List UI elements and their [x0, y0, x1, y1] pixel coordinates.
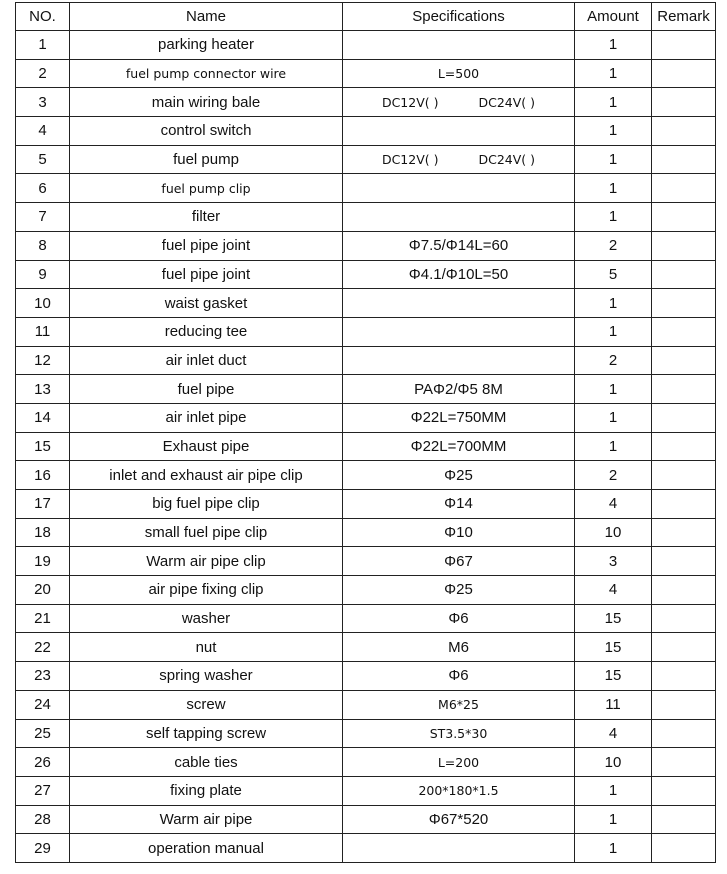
row-number: 17	[16, 490, 70, 519]
part-specification	[343, 604, 575, 633]
part-name: parking heater	[70, 31, 343, 60]
part-name: fuel pipe joint	[70, 231, 343, 260]
part-specification	[343, 59, 575, 88]
table-row	[16, 203, 716, 232]
part-remark	[652, 576, 716, 605]
part-name: Exhaust pipe	[70, 432, 343, 461]
part-name: inlet and exhaust air pipe clip	[70, 461, 343, 490]
spec-value: Φ7.5/Φ14L=60	[408, 237, 509, 255]
part-remark	[652, 346, 716, 375]
part-name: nut	[70, 633, 343, 662]
spec-value: M6	[448, 638, 469, 656]
part-amount: 4	[575, 719, 652, 748]
part-amount: 3	[575, 547, 652, 576]
row-number: 4	[16, 117, 70, 146]
table-row	[16, 776, 716, 805]
row-number: 15	[16, 432, 70, 461]
spec-value: Φ4.1/Φ10L=50	[408, 265, 509, 283]
part-amount: 1	[575, 88, 652, 117]
part-remark	[652, 403, 716, 432]
part-specification	[343, 403, 575, 432]
row-number: 18	[16, 518, 70, 547]
part-name: fixing plate	[70, 776, 343, 805]
header-name: Name	[70, 3, 343, 31]
part-name: Warm air pipe	[70, 805, 343, 834]
part-remark	[652, 432, 716, 461]
part-remark	[652, 604, 716, 633]
part-name: reducing tee	[70, 317, 343, 346]
part-name: screw	[70, 690, 343, 719]
header-no: NO.	[16, 3, 70, 31]
table-row	[16, 604, 716, 633]
row-number: 24	[16, 690, 70, 719]
part-remark	[652, 547, 716, 576]
table-row	[16, 289, 716, 318]
spec-value: Φ67	[444, 552, 473, 570]
part-name: fuel pipe joint	[70, 260, 343, 289]
part-name: fuel pump clip	[70, 174, 343, 203]
table-row	[16, 518, 716, 547]
part-remark	[652, 317, 716, 346]
part-specification	[343, 203, 575, 232]
row-number: 23	[16, 662, 70, 691]
part-remark	[652, 805, 716, 834]
part-specification	[343, 719, 575, 748]
row-number: 29	[16, 834, 70, 863]
table-row	[16, 145, 716, 174]
row-number: 12	[16, 346, 70, 375]
row-number: 2	[16, 59, 70, 88]
part-amount: 1	[575, 776, 652, 805]
part-remark	[652, 834, 716, 863]
spec-value: Φ67*520	[428, 810, 489, 828]
part-specification	[343, 633, 575, 662]
spec-value: DC12V( )	[381, 152, 439, 168]
part-amount: 15	[575, 604, 652, 633]
part-remark	[652, 260, 716, 289]
part-specification	[343, 145, 575, 174]
part-amount: 1	[575, 375, 652, 404]
part-name: big fuel pipe clip	[70, 490, 343, 519]
part-amount: 1	[575, 432, 652, 461]
part-amount: 2	[575, 231, 652, 260]
table-row	[16, 31, 716, 60]
part-specification	[343, 289, 575, 318]
spec-value: Φ22L=750MM	[410, 409, 507, 427]
part-amount: 10	[575, 518, 652, 547]
part-specification	[343, 260, 575, 289]
table-row	[16, 662, 716, 691]
row-number: 13	[16, 375, 70, 404]
part-name: cable ties	[70, 748, 343, 777]
row-number: 22	[16, 633, 70, 662]
part-specification	[343, 117, 575, 146]
spec-value: 200*180*1.5	[418, 783, 499, 799]
part-name: fuel pump connector wire	[70, 59, 343, 88]
part-specification	[343, 432, 575, 461]
table-row	[16, 346, 716, 375]
part-amount: 2	[575, 461, 652, 490]
spec-value: ST3.5*30	[429, 725, 488, 741]
part-remark	[652, 203, 716, 232]
part-name: self tapping screw	[70, 719, 343, 748]
part-specification	[343, 346, 575, 375]
part-specification	[343, 662, 575, 691]
part-remark	[652, 231, 716, 260]
row-number: 25	[16, 719, 70, 748]
part-specification	[343, 776, 575, 805]
part-name: Warm air pipe clip	[70, 547, 343, 576]
table-row	[16, 117, 716, 146]
table-body	[16, 31, 716, 863]
row-number: 6	[16, 174, 70, 203]
part-name: main wiring bale	[70, 88, 343, 117]
row-number: 5	[16, 145, 70, 174]
part-name: spring washer	[70, 662, 343, 691]
spec-value: L=500	[437, 66, 480, 82]
part-remark	[652, 117, 716, 146]
part-remark	[652, 145, 716, 174]
part-remark	[652, 748, 716, 777]
table-row	[16, 260, 716, 289]
part-name: fuel pump	[70, 145, 343, 174]
part-specification	[343, 490, 575, 519]
row-number: 7	[16, 203, 70, 232]
part-specification	[343, 690, 575, 719]
part-amount: 1	[575, 403, 652, 432]
part-remark	[652, 31, 716, 60]
part-name: air pipe fixing clip	[70, 576, 343, 605]
header-specifications: Specifications	[343, 3, 575, 31]
spec-value: Φ6	[448, 667, 469, 685]
table-row	[16, 547, 716, 576]
table-row	[16, 403, 716, 432]
part-name: fuel pipe	[70, 375, 343, 404]
row-number: 8	[16, 231, 70, 260]
part-remark	[652, 59, 716, 88]
part-specification	[343, 547, 575, 576]
part-name: filter	[70, 203, 343, 232]
part-name: washer	[70, 604, 343, 633]
part-remark	[652, 662, 716, 691]
table-row	[16, 719, 716, 748]
spec-value: Φ14	[444, 495, 473, 513]
spec-value: DC24V( )	[478, 94, 536, 110]
part-amount: 1	[575, 117, 652, 146]
part-amount: 1	[575, 59, 652, 88]
part-amount: 15	[575, 662, 652, 691]
part-name: waist gasket	[70, 289, 343, 318]
row-number: 20	[16, 576, 70, 605]
part-amount: 1	[575, 805, 652, 834]
row-number: 26	[16, 748, 70, 777]
row-number: 27	[16, 776, 70, 805]
part-remark	[652, 88, 716, 117]
table-row	[16, 748, 716, 777]
table-header	[16, 3, 716, 31]
row-number: 3	[16, 88, 70, 117]
row-number: 11	[16, 317, 70, 346]
part-remark	[652, 690, 716, 719]
part-amount: 1	[575, 317, 652, 346]
spec-value: Φ25	[444, 581, 473, 599]
part-name: air inlet pipe	[70, 403, 343, 432]
part-amount: 1	[575, 289, 652, 318]
table-row	[16, 88, 716, 117]
row-number: 21	[16, 604, 70, 633]
part-specification	[343, 461, 575, 490]
table-row	[16, 461, 716, 490]
row-number: 1	[16, 31, 70, 60]
row-number: 10	[16, 289, 70, 318]
part-amount: 1	[575, 203, 652, 232]
row-number: 28	[16, 805, 70, 834]
part-remark	[652, 174, 716, 203]
part-remark	[652, 289, 716, 318]
part-specification	[343, 375, 575, 404]
part-amount: 2	[575, 346, 652, 375]
part-amount: 1	[575, 31, 652, 60]
spec-value: M6*25	[438, 697, 479, 713]
table-row	[16, 317, 716, 346]
table-row	[16, 432, 716, 461]
part-amount: 5	[575, 260, 652, 289]
part-specification	[343, 805, 575, 834]
header-remark: Remark	[652, 3, 716, 31]
header-row	[16, 3, 716, 31]
part-specification	[343, 576, 575, 605]
part-specification	[343, 174, 575, 203]
part-name: operation manual	[70, 834, 343, 863]
spec-value: Φ10	[444, 524, 473, 542]
part-amount: 1	[575, 834, 652, 863]
part-specification	[343, 231, 575, 260]
part-remark	[652, 461, 716, 490]
table-row	[16, 576, 716, 605]
row-number: 9	[16, 260, 70, 289]
part-amount: 1	[575, 145, 652, 174]
part-remark	[652, 375, 716, 404]
table-row	[16, 633, 716, 662]
part-remark	[652, 719, 716, 748]
parts-list-sheet	[15, 2, 716, 863]
part-remark	[652, 518, 716, 547]
table-row	[16, 59, 716, 88]
part-specification	[343, 317, 575, 346]
part-remark	[652, 490, 716, 519]
spec-value: PAΦ2/Φ5 8M	[414, 380, 503, 398]
spec-value: L=200	[437, 754, 480, 770]
part-remark	[652, 633, 716, 662]
table-row	[16, 490, 716, 519]
row-number: 19	[16, 547, 70, 576]
part-specification	[343, 518, 575, 547]
spec-value: Φ25	[444, 466, 473, 484]
spec-value: DC12V( )	[381, 94, 439, 110]
part-name: air inlet duct	[70, 346, 343, 375]
part-amount: 15	[575, 633, 652, 662]
part-specification	[343, 88, 575, 117]
table-row	[16, 834, 716, 863]
part-name: small fuel pipe clip	[70, 518, 343, 547]
part-remark	[652, 776, 716, 805]
spec-value: Φ22L=700MM	[410, 437, 507, 455]
table-row	[16, 690, 716, 719]
part-name: control switch	[70, 117, 343, 146]
part-amount: 11	[575, 690, 652, 719]
part-specification	[343, 834, 575, 863]
part-specification	[343, 31, 575, 60]
table-row	[16, 174, 716, 203]
part-specification	[343, 748, 575, 777]
table-row	[16, 231, 716, 260]
table-row	[16, 375, 716, 404]
part-amount: 4	[575, 576, 652, 605]
row-number: 14	[16, 403, 70, 432]
parts-list-table	[15, 2, 716, 863]
spec-value: Φ6	[448, 610, 469, 628]
part-amount: 4	[575, 490, 652, 519]
part-amount: 10	[575, 748, 652, 777]
part-amount: 1	[575, 174, 652, 203]
header-amount: Amount	[575, 3, 652, 31]
table-row	[16, 805, 716, 834]
row-number: 16	[16, 461, 70, 490]
spec-value: DC24V( )	[478, 152, 536, 168]
